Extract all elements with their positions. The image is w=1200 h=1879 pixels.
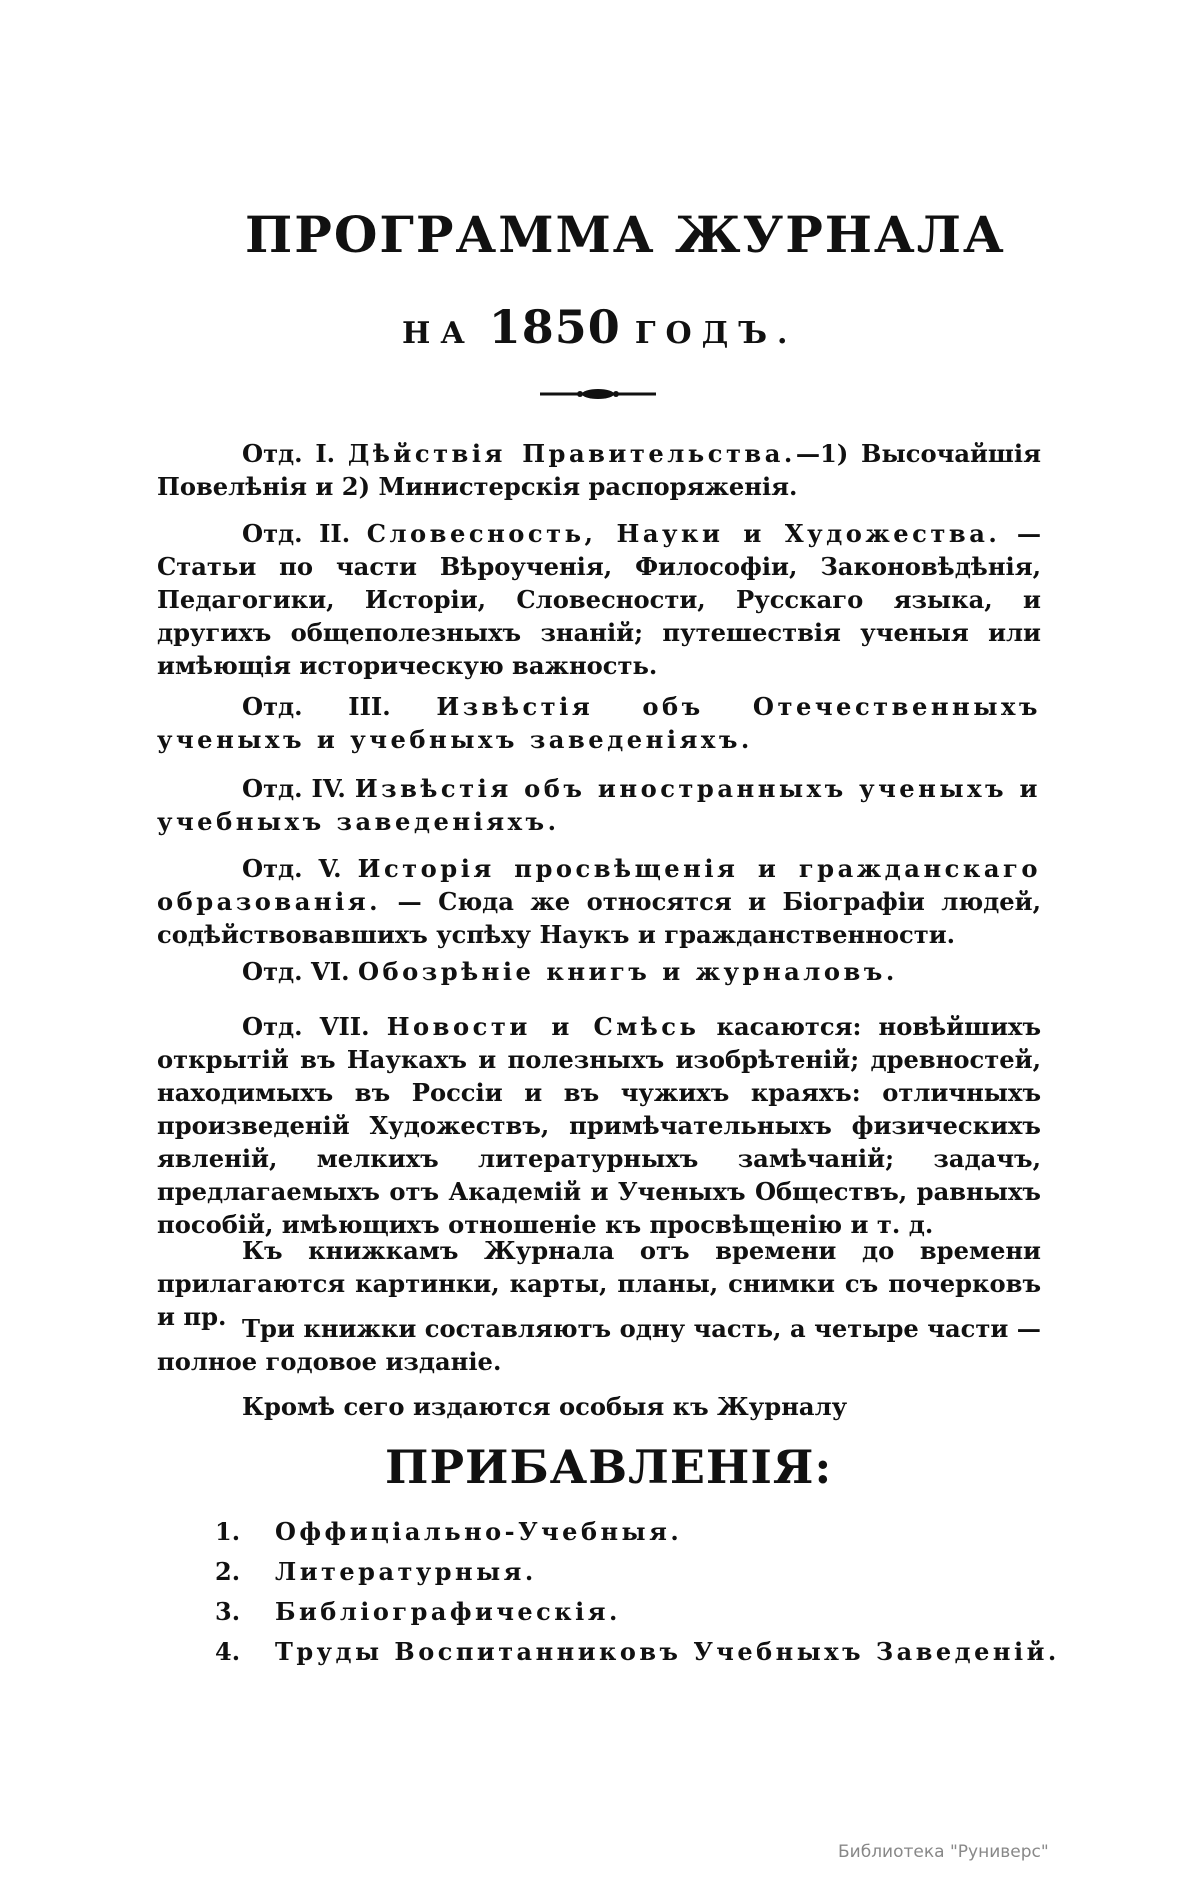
- section-body: — Статьи по части Вѣроученія, Философіи, Законовѣдѣнія, Педагогики, Исторіи, Словесности, Русскаго языка, и другихъ общеполезныхъ знаній; путешествія ученыя или имѣющія историческую важность.: [157, 519, 1042, 680]
- note-text: Къ книжкамъ Журнала отъ времени до времени прилагаются картинки, карты, планы, снимки съ почерковъ и пр.: [157, 1236, 1041, 1331]
- item-label: Литературныя.: [275, 1557, 537, 1586]
- section-5: [157, 852, 1041, 951]
- section-3: [157, 690, 1041, 756]
- section-heading: Исторія просвѣщенія и гражданскаго образованія.: [157, 854, 1041, 916]
- section-4: [157, 772, 1041, 838]
- section-heading: Обозрѣніе книгъ и журналовъ.: [357, 957, 898, 986]
- section-heading: Новости и Смѣсь: [386, 1012, 700, 1041]
- list-item: [215, 1512, 1055, 1552]
- item-number: 1.: [215, 1517, 241, 1546]
- ornament-divider-icon: [540, 382, 656, 406]
- item-number: 2.: [215, 1557, 241, 1586]
- note-edition: [157, 1312, 1041, 1378]
- note-text: Три книжки составляютъ одну часть, а четыре части — полное годовое изданіе.: [157, 1314, 1041, 1376]
- section-label: Отд. I.: [242, 439, 336, 468]
- item-number: 4.: [215, 1637, 241, 1666]
- section-label: Отд. III.: [242, 692, 391, 721]
- item-label: Труды Воспитанниковъ Учебныхъ Заведеній.: [275, 1637, 1060, 1666]
- section-1: [157, 437, 1041, 503]
- library-watermark: Библиотека "Руниверс": [838, 1842, 1049, 1862]
- section-7: [157, 1010, 1041, 1241]
- appendices-list: [215, 1512, 1060, 1672]
- note-text: Кромѣ сего издаются особыя къ Журналу: [242, 1392, 848, 1421]
- list-item: [215, 1592, 1055, 1632]
- section-heading: Извѣстія объ иностранныхъ ученыхъ и учебныхъ заведеніяхъ.: [157, 774, 1041, 836]
- section-label: Отд. II.: [242, 519, 351, 548]
- section-label: Отд. V.: [242, 854, 342, 883]
- year-line: [402, 300, 797, 354]
- section-heading: Дѣйствія Правительства.: [347, 439, 796, 468]
- section-heading: Словесность, Науки и Художества.: [366, 519, 1001, 548]
- section-label: Отд. VI.: [242, 957, 350, 986]
- item-number: 3.: [215, 1597, 241, 1626]
- list-item: [215, 1552, 1055, 1592]
- year-suffix: ГОДЪ.: [634, 316, 798, 351]
- year-prefix: НА: [402, 316, 475, 351]
- appendices-title: ПРИБАВЛЕНІЯ:: [385, 1440, 833, 1494]
- list-item: [215, 1632, 1060, 1672]
- section-6: [157, 955, 1041, 988]
- section-heading: Извѣстія объ Отечественныхъ ученыхъ и учебныхъ заведеніяхъ.: [157, 692, 1041, 754]
- year-number: 1850: [488, 300, 621, 354]
- item-label: Библіографическія.: [275, 1597, 621, 1626]
- section-body: —1) Высочайшія Повелѣнія и 2) Министерскія распоряженія.: [157, 439, 1041, 501]
- journal-title: ПРОГРАММА ЖУРНАЛА: [245, 205, 1006, 264]
- section-body: касаются: новѣйшихъ открытій въ Наукахъ и полезныхъ изобрѣтеній; древностей, находимыхъ въ Россіи и въ чужихъ краяхъ: отличныхъ произведеній Художествъ, примѣчательныхъ физическихъ явленій, мелкихъ литературныхъ замѣчаній; задачъ, предлагаемыхъ отъ Академій и Ученыхъ Обществъ, равныхъ пособій, имѣющихъ отношеніе къ просвѣщенію и т. д.: [157, 1012, 1042, 1239]
- item-label: Оффиціально-Учебныя.: [275, 1517, 683, 1546]
- note-appendices-intro: [157, 1390, 1041, 1423]
- section-2: [157, 517, 1041, 682]
- section-body: — Сюда же относятся и Біографіи людей, содѣйствовавшихъ успѣху Наукъ и гражданственности.: [157, 887, 1041, 949]
- section-label: Отд. IV.: [242, 774, 346, 803]
- section-label: Отд. VII.: [242, 1012, 370, 1041]
